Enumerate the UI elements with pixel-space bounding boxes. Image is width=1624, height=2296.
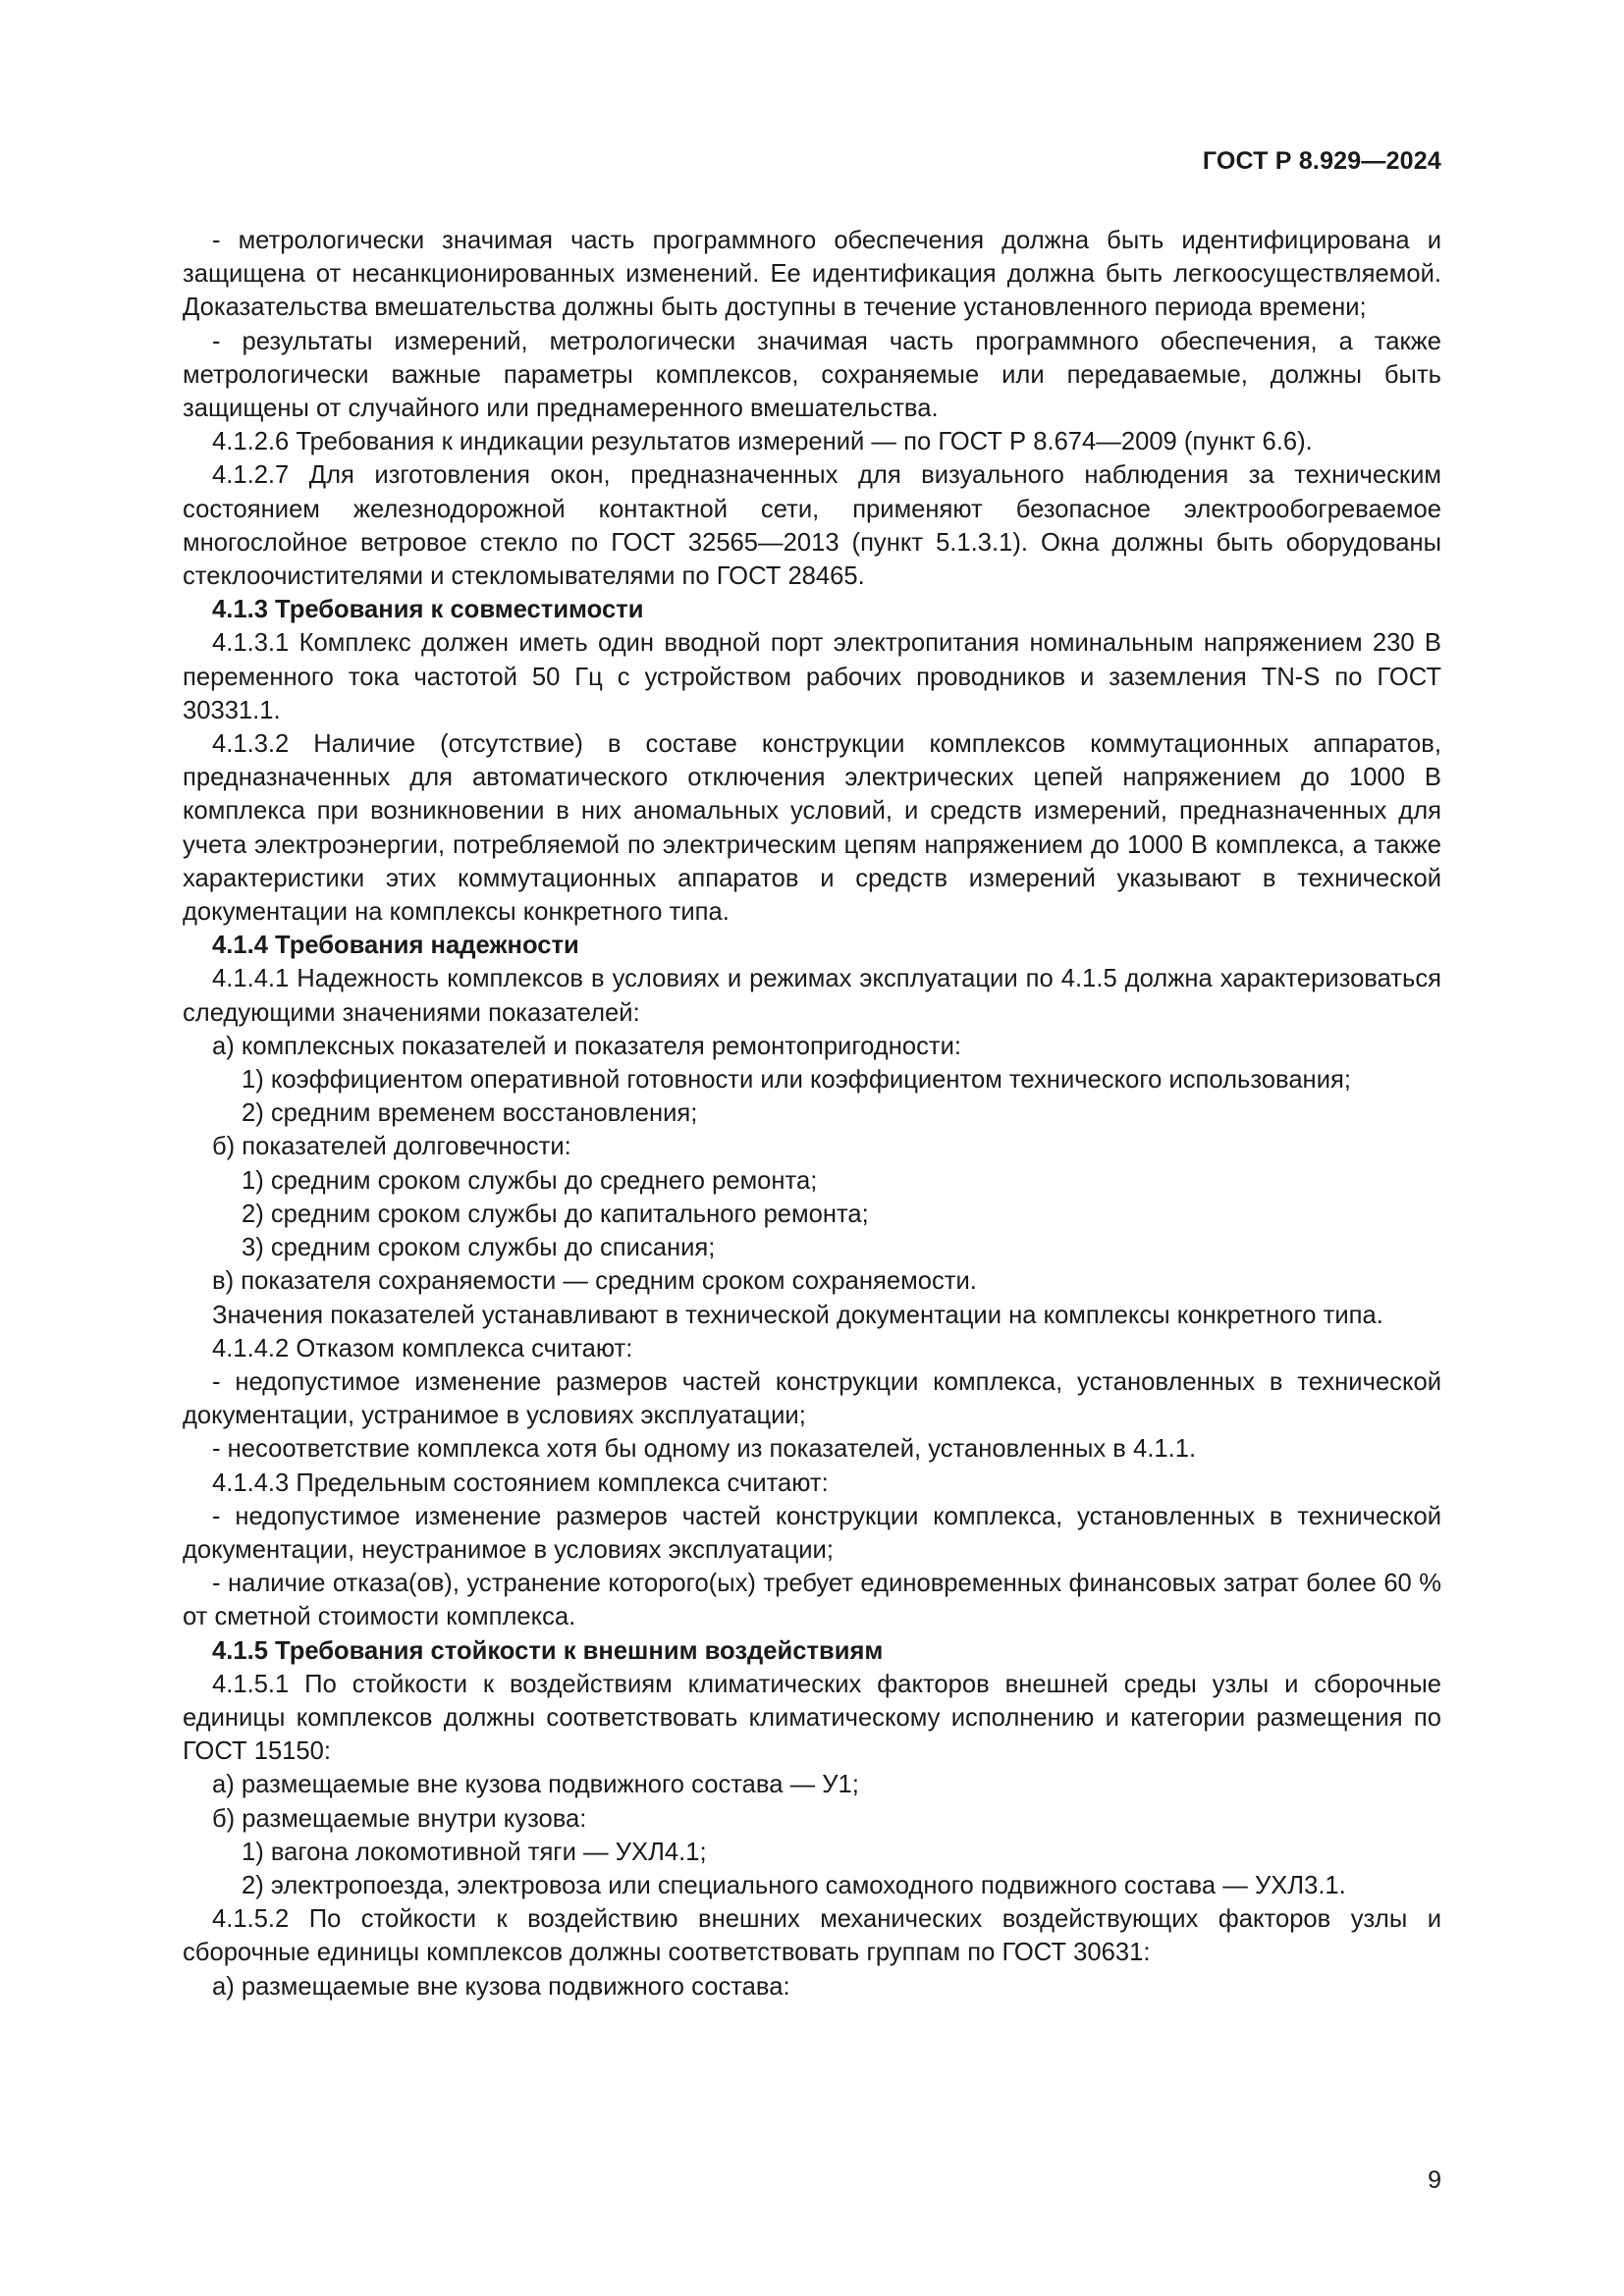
paragraph: Значения показателей устанавливают в технической документации на комплексы конкретного типа. <box>212 1301 1383 1329</box>
list-item: а) размещаемые вне кузова подвижного состава — У1; <box>212 1771 859 1799</box>
list-item: 3) средним сроком службы до списания; <box>242 1234 716 1262</box>
paragraph: - недопустимое изменение размеров частей конструкции комплекса, установленных в технической документации, устранимое в условиях эксплуатации; <box>183 1367 1441 1430</box>
paragraph: 4.1.5.1 По стойкости к воздействиям климатических факторов внешней среды узлы и сборочные единицы комплексов должны соответствовать климатическому исполнению и категории размещения по ГОСТ 15150: <box>183 1670 1441 1766</box>
list-item: б) показателей долговечности: <box>212 1133 571 1161</box>
list-item: а) размещаемые вне кузова подвижного состава: <box>212 1972 790 2001</box>
paragraph: 4.1.4.2 Отказом комплекса считают: <box>212 1334 633 1362</box>
list-item: 2) средним сроком службы до капитального ремонта; <box>242 1200 869 1228</box>
list-item: б) размещаемые внутри кузова: <box>212 1804 587 1833</box>
list-item: 1) коэффициентом оперативной готовности или коэффициентом технического использования; <box>242 1066 1351 1095</box>
paragraph: 4.1.3.1 Комплекс должен иметь один вводной порт электропитания номинальным напряжением 230 В переменного тока частотой 50 Гц с устройством рабочих проводников и заземления TN-S по ГОСТ 30331.1. <box>183 629 1441 724</box>
paragraph: 4.1.2.7 Для изготовления окон, предназначенных для визуального наблюдения за техническим состоянием железнодорожной контактной сети, применяют безопасное электрообогреваемое многослойное ветровое стекло по ГОСТ 32565—2013 (пункт 5.1.3.1). Окна должны быть оборудованы стеклоочистителями и стекломывателями по ГОСТ 28465. <box>183 461 1441 591</box>
paragraph: 4.1.5.2 По стойкости к воздействию внешних механических воздействующих факторов узлы и сборочные единицы комплексов должны соответствовать группам по ГОСТ 30631: <box>183 1905 1441 1967</box>
section-heading: 4.1.3 Требования к совместимости <box>212 596 644 624</box>
list-item: а) комплексных показателей и показателя ремонтопригодности: <box>212 1032 962 1060</box>
list-item: 2) электропоезда, электровоза или специального самоходного подвижного состава — УХЛ3.1. <box>242 1871 1346 1899</box>
document-header: ГОСТ Р 8.929—2024 <box>1202 147 1441 175</box>
section-heading: 4.1.4 Требования надежности <box>212 932 579 960</box>
document-body <box>183 224 1441 2003</box>
paragraph: - несоответствие комплекса хотя бы одному из показателей, установленных в 4.1.1. <box>212 1435 1197 1464</box>
paragraph: 4.1.4.3 Предельным состоянием комплекса считают: <box>212 1468 829 1497</box>
paragraph: - результаты измерений, метрологически значимая часть программного обеспечения, а также метрологически важные параметры комплексов, сохраняемые или передаваемые, должны быть защищены от случайного или преднамеренного вмешательства. <box>183 327 1441 423</box>
list-item: 2) средним временем восстановления; <box>242 1099 698 1128</box>
paragraph: 4.1.2.6 Требования к индикации результатов измерений — по ГОСТ Р 8.674—2009 (пункт 6.6). <box>212 428 1313 456</box>
section-heading: 4.1.5 Требования стойкости к внешним воздействиям <box>212 1636 884 1665</box>
page-number: 9 <box>1428 2166 1441 2194</box>
paragraph: - наличие отказа(ов), устранение которого(ых) требует единовременных финансовых затрат более 60 % от сметной стоимости комплекса. <box>183 1570 1441 1631</box>
list-item: 1) средним сроком службы до среднего ремонта; <box>242 1166 818 1195</box>
paragraph: - метрологически значимая часть программного обеспечения должна быть идентифицирована и защищена от несанкционированных изменений. Ее идентификация должна быть легкоосуществляемой. Доказательства вмешательства должны быть доступны в течение установленного периода времени; <box>183 227 1441 322</box>
paragraph: 4.1.3.2 Наличие (отсутствие) в составе конструкции комплексов коммутационных аппаратов, предназначенных для автоматического отключения электрических цепей напряжением до 1000 В комплекса при возникновении в них аномальных условий, и средств измерений, предназначенных для учета электроэнергии, потребляемой по электрическим цепям напряжением до 1000 В комплекса, а также характеристики этих коммутационных аппаратов и средств измерений указывают в технической документации на комплексы конкретного типа. <box>183 730 1441 927</box>
paragraph: - недопустимое изменение размеров частей конструкции комплекса, установленных в технической документации, неустранимое в условиях эксплуатации; <box>183 1502 1441 1564</box>
list-item: 1) вагона локомотивной тяги — УХЛ4.1; <box>242 1838 707 1866</box>
paragraph: 4.1.4.1 Надежность комплексов в условиях и режимах эксплуатации по 4.1.5 должна характеризоваться следующими значениями показателей: <box>183 965 1441 1027</box>
list-item: в) показателя сохраняемости — средним сроком сохраняемости. <box>212 1267 977 1296</box>
